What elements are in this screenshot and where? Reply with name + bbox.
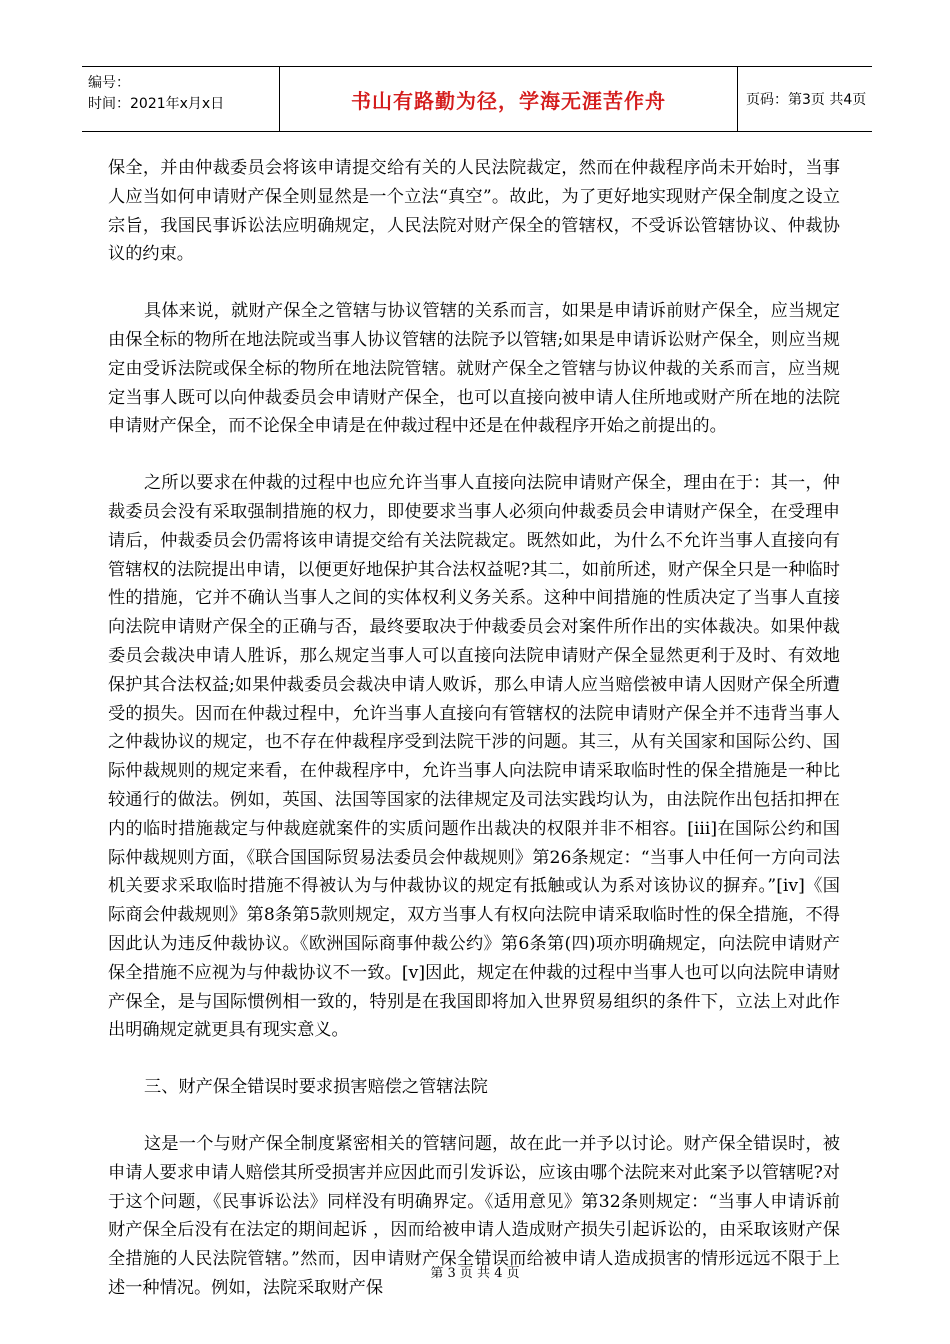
page-footer: 第 3 页 共 4 页 [430,1266,520,1281]
document-body [108,154,840,1303]
paragraph: 之所以要求在仲裁的过程中也应允许当事人直接向法院申请财产保全，理由在于：其一，仲裁委员会没有采取强制措施的权力，即使要求当事人必须向仲裁委员会申请财产保全，在受理申请后，仲裁委员会仍需将该申请提交给有关法院裁定。既然如此，为什么不允许当事人直接向有管辖权的法院提出申请，以便更好地保护其合法权益呢?其二，如前所述，财产保全只是一种临时性的措施，它并不确认当事人之间的实体权利义务关系。这种中间措施的性质决定了当事人直接向法院申请财产保全的正确与否，最终要取决于仲裁委员会对案件所作出的实体裁决。如果仲裁委员会裁决申请人胜诉，那么规定当事人可以直接向法院申请财产保全显然更利于及时、有效地保护其合法权益;如果仲裁委员会裁决申请人败诉，那么申请人应当赔偿被申请人因财产保全所遭受的损失。因而在仲裁过程中，允许当事人直接向有管辖权的法院申请财产保全并不违背当事人之仲裁协议的规定，也不存在仲裁程序受到法院干涉的问题。其三，从有关国家和国际公约、国际仲裁规则的规定来看，在仲裁程序中，允许当事人向法院申请采取临时性的保全措施是一种比较通行的做法。例如，英国、法国等国家的法律规定及司法实践均认为，由法院作出包括扣押在内的临时措施裁定与仲裁庭就案件的实质问题作出裁决的权限并非不相容。[iii]在国际公约和国际仲裁规则方面，《联合国国际贸易法委员会仲裁规则》第26条规定：“当事人中任何一方向司法机关要求采取临时措施不得被认为与仲裁协议的规定有抵触或认为系对该协议的摒弃。”[iv]《国际商会仲裁规则》第8条第5款则规定，双方当事人有权向法院申请采取临时性的保全措施，不得因此认为违反仲裁协议。《欧洲国际商事仲裁公约》第6条第(四)项亦明确规定，向法院申请财产保全措施不应视为与仲裁协议不一致。[v]因此，规定在仲裁的过程中当事人也可以向法院申请财产保全，是与国际惯例相一致的，特别是在我国即将加入世界贸易组织的条件下，立法上对此作出明确规定就更具有现实意义。 [108,473,840,1041]
section-heading: 三、财产保全错误时要求损害赔偿之管辖法院 [144,1077,488,1098]
paragraph: 保全，并由仲裁委员会将该申请提交给有关的人民法院裁定，然而在仲裁程序尚未开始时，当事人应当如何申请财产保全则显然是一个立法“真空”。故此，为了更好地实现财产保全制度之设立宗旨，我国民事诉讼法应明确规定，人民法院对财产保全的管辖权，不受诉讼管辖协议、仲裁协议的约束。 [108,158,840,265]
paragraph: 具体来说，就财产保全之管辖与协议管辖的关系而言，如果是申请诉前财产保全，应当规定由保全标的物所在地法院或当事人协议管辖的法院予以管辖;如果是申请诉讼财产保全，则应当规定由受诉法院或保全标的物所在地法院管辖。就财产保全之管辖与协议仲裁的关系而言，应当规定当事人既可以向仲裁委员会申请财产保全，也可以直接向被申请人住所地或财产所在地的法院申请财产保全，而不论保全申请是在仲裁过程中还是在仲裁程序开始之前提出的。 [108,301,840,437]
paragraph: 这是一个与财产保全制度紧密相关的管辖问题，故在此一并予以讨论。财产保全错误时，被申请人要求申请人赔偿其所受损害并应因此而引发诉讼，应该由哪个法院来对此案予以管辖呢?对于这个问题，《民事诉讼法》同样没有明确界定。《适用意见》第32条则规定：“当事人申请诉前财产保全后没有在法定的期间起诉 ，因而给被申请人造成财产损失引起诉讼的，由采取该财产保全措施的人民法院管辖。”然而，因申请财产保全错误而给被申请人造成损害的情形远远不限于上述一种情况。例如，法院采取财产保 [108,1133,840,1298]
document-date-label: 时间：2021年x月x日 [88,96,225,112]
header-meta [82,67,280,131]
header-page-number: 页码：第3页 共4页 [746,92,867,108]
page-header [82,66,872,132]
document-number-label: 编号： [88,75,130,91]
header-motto: 书山有路勤为径，学海无涯苦作舟 [280,67,738,131]
